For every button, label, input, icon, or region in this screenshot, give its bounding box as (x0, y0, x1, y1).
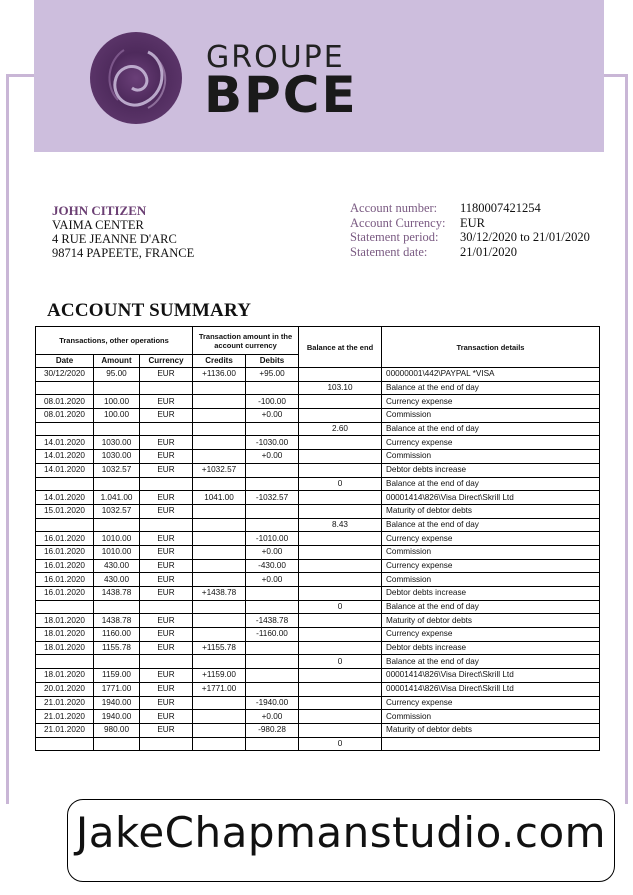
cell-balance (299, 696, 382, 710)
cell-details: Balance at the end of day (382, 655, 600, 669)
table-row (36, 600, 600, 614)
cell-debits (246, 518, 299, 532)
cell-balance (299, 395, 382, 409)
frame-border-top-right (603, 74, 628, 77)
cell-date: 21.01.2020 (36, 723, 94, 737)
cell-debits: -1010.00 (246, 532, 299, 546)
table-row (36, 409, 600, 423)
cell-balance: 0 (299, 737, 382, 751)
statement-period-row (350, 230, 590, 245)
cell-currency: EUR (140, 628, 193, 642)
cell-details: Maturity of debtor debts (382, 614, 600, 628)
table-row (36, 696, 600, 710)
cell-credits (193, 381, 246, 395)
header-credits: Credits (193, 355, 246, 368)
cell-debits: -430.00 (246, 559, 299, 573)
cell-credits (193, 518, 246, 532)
cell-balance (299, 409, 382, 423)
client-address-line2: 4 RUE JEANNE D'ARC (52, 232, 177, 246)
cell-amount (94, 655, 140, 669)
table-row (36, 463, 600, 477)
cell-balance (299, 710, 382, 724)
cell-credits: +1032.57 (193, 463, 246, 477)
cell-debits: -1030.00 (246, 436, 299, 450)
cell-currency: EUR (140, 559, 193, 573)
table-row (36, 381, 600, 395)
table-row (36, 545, 600, 559)
table-row (36, 669, 600, 683)
header-amount-group: Transaction amount in the account currency (193, 327, 299, 355)
cell-details: Currency expense (382, 436, 600, 450)
table-row (36, 614, 600, 628)
cell-debits: -980.28 (246, 723, 299, 737)
cell-date (36, 655, 94, 669)
header-currency: Currency (140, 355, 193, 368)
table-row (36, 682, 600, 696)
cell-amount: 1010.00 (94, 532, 140, 546)
logo-bpce-text: BPCE (204, 66, 358, 124)
table-row (36, 655, 600, 669)
cell-amount: 100.00 (94, 409, 140, 423)
cell-debits (246, 504, 299, 518)
table-row (36, 450, 600, 464)
table-row (36, 504, 600, 518)
cell-date: 30/12/2020 (36, 368, 94, 382)
header-date: Date (36, 355, 94, 368)
cell-balance (299, 450, 382, 464)
cell-date: 18.01.2020 (36, 641, 94, 655)
cell-balance (299, 641, 382, 655)
cell-details: Balance at the end of day (382, 600, 600, 614)
cell-balance (299, 559, 382, 573)
frame-border-right (625, 74, 628, 804)
table-row (36, 395, 600, 409)
cell-amount (94, 422, 140, 436)
cell-credits: +1771.00 (193, 682, 246, 696)
table-row (36, 628, 600, 642)
header-details: Transaction details (382, 327, 600, 368)
table-row (36, 477, 600, 491)
cell-credits (193, 559, 246, 573)
cell-details: Debtor debts increase (382, 587, 600, 601)
cell-amount (94, 477, 140, 491)
cell-balance: 2.60 (299, 422, 382, 436)
cell-details: Commission (382, 710, 600, 724)
cell-details: Maturity of debtor debts (382, 723, 600, 737)
cell-details: Balance at the end of day (382, 422, 600, 436)
cell-currency (140, 381, 193, 395)
cell-date: 16.01.2020 (36, 532, 94, 546)
cell-balance: 0 (299, 600, 382, 614)
cell-currency: EUR (140, 696, 193, 710)
cell-currency: EUR (140, 504, 193, 518)
cell-date (36, 422, 94, 436)
cell-debits (246, 381, 299, 395)
cell-balance: 0 (299, 655, 382, 669)
cell-currency (140, 477, 193, 491)
cell-details (382, 737, 600, 751)
cell-currency (140, 422, 193, 436)
cell-date: 14.01.2020 (36, 450, 94, 464)
cell-balance (299, 368, 382, 382)
cell-details: Balance at the end of day (382, 477, 600, 491)
cell-debits: -100.00 (246, 395, 299, 409)
cell-date (36, 518, 94, 532)
cell-details: Currency expense (382, 628, 600, 642)
cell-debits (246, 682, 299, 696)
cell-date: 18.01.2020 (36, 614, 94, 628)
cell-balance (299, 532, 382, 546)
cell-credits (193, 545, 246, 559)
cell-balance (299, 669, 382, 683)
statement-date-row (350, 245, 590, 260)
cell-amount: 1940.00 (94, 710, 140, 724)
cell-balance (299, 614, 382, 628)
cell-details: Debtor debts increase (382, 641, 600, 655)
cell-credits (193, 532, 246, 546)
cell-date (36, 477, 94, 491)
cell-credits (193, 409, 246, 423)
cell-currency: EUR (140, 710, 193, 724)
table-row (36, 737, 600, 751)
cell-debits: -1438.78 (246, 614, 299, 628)
cell-credits (193, 573, 246, 587)
cell-balance (299, 436, 382, 450)
cell-amount: 100.00 (94, 395, 140, 409)
cell-details: 00000001\442\PAYPAL *VISA (382, 368, 600, 382)
cell-balance: 0 (299, 477, 382, 491)
cell-currency (140, 655, 193, 669)
cell-credits (193, 723, 246, 737)
cell-balance (299, 573, 382, 587)
cell-debits: -1032.57 (246, 491, 299, 505)
cell-details: Balance at the end of day (382, 518, 600, 532)
cell-credits (193, 696, 246, 710)
bpce-logo-icon (88, 30, 184, 126)
cell-amount: 1771.00 (94, 682, 140, 696)
cell-balance (299, 587, 382, 601)
cell-currency: EUR (140, 368, 193, 382)
cell-debits: +0.00 (246, 545, 299, 559)
header-amount: Amount (94, 355, 140, 368)
cell-balance (299, 545, 382, 559)
cell-details: 00001414\826\Visa Direct\Skrill Ltd (382, 682, 600, 696)
cell-credits (193, 737, 246, 751)
cell-debits: +0.00 (246, 573, 299, 587)
frame-border-left (6, 74, 9, 804)
cell-date: 18.01.2020 (36, 628, 94, 642)
cell-amount: 1.041.00 (94, 491, 140, 505)
cell-date: 14.01.2020 (36, 436, 94, 450)
cell-balance: 103.10 (299, 381, 382, 395)
cell-currency: EUR (140, 491, 193, 505)
cell-date: 20.01.2020 (36, 682, 94, 696)
cell-amount: 1438.78 (94, 614, 140, 628)
cell-currency: EUR (140, 614, 193, 628)
cell-balance (299, 682, 382, 696)
table-row (36, 368, 600, 382)
cell-details: Balance at the end of day (382, 381, 600, 395)
cell-credits (193, 422, 246, 436)
cell-details: Commission (382, 409, 600, 423)
cell-debits: -1940.00 (246, 696, 299, 710)
table-row (36, 422, 600, 436)
cell-balance: 8.43 (299, 518, 382, 532)
cell-credits: 1041.00 (193, 491, 246, 505)
cell-details: Debtor debts increase (382, 463, 600, 477)
cell-currency: EUR (140, 436, 193, 450)
cell-debits (246, 600, 299, 614)
cell-date: 14.01.2020 (36, 463, 94, 477)
account-number-label: Account number: (350, 201, 438, 215)
statement-period-label: Statement period: (350, 230, 439, 244)
table-row (36, 573, 600, 587)
cell-details: Commission (382, 450, 600, 464)
watermark-text: JakeChapmanstudio.com (75, 808, 607, 857)
cell-amount: 1159.00 (94, 669, 140, 683)
cell-currency: EUR (140, 395, 193, 409)
cell-currency: EUR (140, 573, 193, 587)
cell-details: Currency expense (382, 696, 600, 710)
cell-details: Commission (382, 545, 600, 559)
logo-groupe-text: GROUPE (206, 40, 345, 75)
cell-date: 16.01.2020 (36, 545, 94, 559)
header-balance: Balance at the end (299, 327, 382, 368)
cell-date: 16.01.2020 (36, 587, 94, 601)
statement-date-value: 21/01/2020 (460, 244, 517, 259)
cell-currency: EUR (140, 545, 193, 559)
cell-credits (193, 614, 246, 628)
account-currency-row (350, 216, 590, 231)
cell-credits (193, 436, 246, 450)
table-row (36, 518, 600, 532)
cell-credits (193, 710, 246, 724)
cell-amount (94, 737, 140, 751)
cell-debits (246, 641, 299, 655)
cell-details: Currency expense (382, 532, 600, 546)
cell-amount: 1010.00 (94, 545, 140, 559)
cell-date: 18.01.2020 (36, 669, 94, 683)
cell-currency: EUR (140, 463, 193, 477)
cell-amount: 980.00 (94, 723, 140, 737)
cell-currency: EUR (140, 587, 193, 601)
cell-currency: EUR (140, 409, 193, 423)
cell-debits (246, 463, 299, 477)
cell-credits (193, 655, 246, 669)
cell-amount: 430.00 (94, 559, 140, 573)
cell-debits (246, 737, 299, 751)
cell-credits (193, 504, 246, 518)
cell-details: Maturity of debtor debts (382, 504, 600, 518)
cell-balance (299, 504, 382, 518)
cell-date: 08.01.2020 (36, 395, 94, 409)
cell-details: Currency expense (382, 559, 600, 573)
frame-border-top-left (6, 74, 36, 77)
cell-currency: EUR (140, 450, 193, 464)
account-summary-title: ACCOUNT SUMMARY (47, 300, 252, 321)
cell-credits: +1438.78 (193, 587, 246, 601)
cell-debits (246, 587, 299, 601)
cell-details: Commission (382, 573, 600, 587)
account-currency-label: Account Currency: (350, 215, 446, 230)
cell-balance (299, 463, 382, 477)
cell-currency: EUR (140, 532, 193, 546)
watermark-box (67, 799, 615, 882)
cell-amount: 1032.57 (94, 504, 140, 518)
client-name: JOHN CITIZEN (52, 203, 147, 218)
cell-balance (299, 628, 382, 642)
cell-debits: +0.00 (246, 409, 299, 423)
cell-credits (193, 395, 246, 409)
cell-debits: +0.00 (246, 710, 299, 724)
cell-details: 00001414\826\Visa Direct\Skrill Ltd (382, 491, 600, 505)
cell-balance (299, 723, 382, 737)
table-row (36, 641, 600, 655)
cell-date: 08.01.2020 (36, 409, 94, 423)
cell-amount: 1030.00 (94, 436, 140, 450)
cell-amount: 95.00 (94, 368, 140, 382)
cell-debits: +0.00 (246, 450, 299, 464)
cell-amount: 1030.00 (94, 450, 140, 464)
cell-credits: +1136.00 (193, 368, 246, 382)
table-row (36, 587, 600, 601)
cell-currency (140, 518, 193, 532)
table-row (36, 723, 600, 737)
cell-debits (246, 655, 299, 669)
cell-date: 21.01.2020 (36, 710, 94, 724)
cell-amount: 1032.57 (94, 463, 140, 477)
account-info-block (350, 201, 590, 259)
cell-debits (246, 422, 299, 436)
cell-debits: -1160.00 (246, 628, 299, 642)
client-address-line1: VAIMA CENTER (52, 218, 144, 232)
cell-date (36, 737, 94, 751)
cell-credits (193, 477, 246, 491)
client-address-line3: 98714 PAPEETE, FRANCE (52, 246, 195, 260)
cell-currency: EUR (140, 669, 193, 683)
cell-amount: 1155.78 (94, 641, 140, 655)
cell-amount (94, 600, 140, 614)
cell-amount (94, 518, 140, 532)
cell-amount: 1160.00 (94, 628, 140, 642)
header-debits: Debits (246, 355, 299, 368)
cell-currency: EUR (140, 641, 193, 655)
cell-credits: +1155.78 (193, 641, 246, 655)
cell-amount (94, 381, 140, 395)
cell-amount: 1940.00 (94, 696, 140, 710)
table-row (36, 491, 600, 505)
cell-currency: EUR (140, 682, 193, 696)
table-row (36, 710, 600, 724)
cell-amount: 430.00 (94, 573, 140, 587)
cell-credits (193, 450, 246, 464)
account-currency-value: EUR (460, 215, 485, 230)
cell-currency (140, 600, 193, 614)
table-row (36, 436, 600, 450)
transactions-table (35, 326, 600, 751)
account-number-value: 1180007421254 (460, 201, 541, 215)
header-transactions-group: Transactions, other operations (36, 327, 193, 355)
cell-date: 14.01.2020 (36, 491, 94, 505)
cell-date: 16.01.2020 (36, 573, 94, 587)
cell-credits (193, 600, 246, 614)
cell-date (36, 381, 94, 395)
statement-period-value: 30/12/2020 to 21/01/2020 (460, 230, 590, 244)
cell-date: 21.01.2020 (36, 696, 94, 710)
cell-currency: EUR (140, 723, 193, 737)
cell-debits: +95.00 (246, 368, 299, 382)
statement-date-label: Statement date: (350, 244, 428, 259)
cell-amount: 1438.78 (94, 587, 140, 601)
cell-debits (246, 477, 299, 491)
cell-details: 00001414\826\Visa Direct\Skrill Ltd (382, 669, 600, 683)
cell-date: 15.01.2020 (36, 504, 94, 518)
account-number-row (350, 201, 590, 216)
cell-credits (193, 628, 246, 642)
cell-credits: +1159.00 (193, 669, 246, 683)
cell-debits (246, 669, 299, 683)
cell-date (36, 600, 94, 614)
cell-date: 16.01.2020 (36, 559, 94, 573)
cell-currency (140, 737, 193, 751)
cell-details: Currency expense (382, 395, 600, 409)
cell-balance (299, 491, 382, 505)
client-address-block (52, 204, 194, 260)
table-row (36, 532, 600, 546)
table-row (36, 559, 600, 573)
